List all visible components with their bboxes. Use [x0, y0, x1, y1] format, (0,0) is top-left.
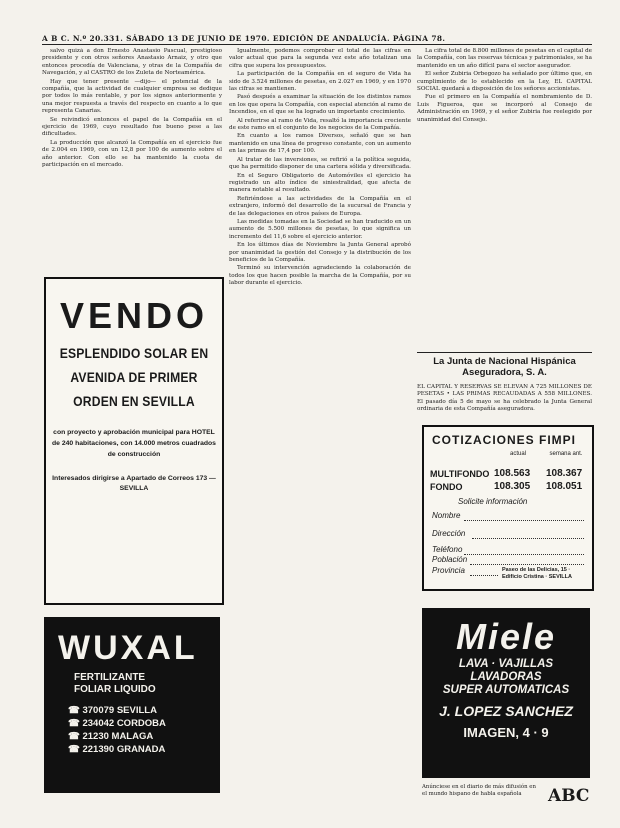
wuxal-subtitle-line: FOLIAR LIQUIDO	[74, 684, 156, 695]
cotizaciones-value: 108.367	[546, 468, 583, 479]
article-paragraph: En el Seguro Obligatorio de Automóviles el ejercicio ha registrado un alto índice de siniestralidad, que afecta de manera notable al resultado.	[229, 172, 411, 194]
form-label-direccion: Dirección	[432, 529, 466, 538]
cotizaciones-advertisement	[422, 425, 594, 591]
header-rule	[42, 44, 592, 45]
form-label-provincia: Provincia	[432, 566, 465, 575]
form-line	[464, 554, 584, 555]
wuxal-advertisement	[44, 617, 220, 793]
article-paragraph: En cuanto a los ramos Diversos, señaló que se han mantenido en una línea de progreso constante, con un aumento en las primas de 17,4 por 100.	[229, 133, 411, 155]
miele-line: LAVADORAS	[470, 671, 542, 683]
seguros-headline	[417, 356, 592, 378]
form-line	[470, 564, 584, 565]
cotizaciones-value: 108.305	[494, 481, 531, 492]
cotizaciones-row-name: MULTIFONDO	[430, 469, 490, 479]
article-paragraph: La cifra total de 8.800 millones de pesetas en el capital de la Compañía, con las reservas técnicas y patrimoniales, se ha mantenido en un año difícil para el sector asegurador.	[417, 48, 592, 69]
miele-line: SUPER AUTOMATICAS	[442, 684, 570, 696]
wuxal-subtitle-line: FERTILIZANTE	[74, 672, 146, 683]
wuxal-subtitle	[74, 672, 220, 696]
vendo-title: VENDO	[59, 295, 209, 336]
vendo-advertisement	[44, 277, 224, 605]
footer-note: Anúnciese en el diario de más difusión en el mundo hispano de habla española	[422, 784, 536, 797]
article-paragraph: salvo quizá a don Ernesto Anastasio Pascual, prestigioso presidente y con otros señores Anastasio Arnaiz, y otro que entonces procedía de Valenciana, y otras de la Compañía de Navegación, y al CASTRO de los Zuleta de Norteamérica.	[42, 48, 222, 77]
article-paragraph: El señor Zubiria Orbegozo ha señalado por último que, en cumplimiento de lo establecido en la Ley, EL CAPITAL SOCIAL quedará a disposición de los señores accionistas.	[417, 71, 592, 93]
vendo-line: ESPLENDIDO SOLAR EN	[59, 346, 209, 361]
cotizaciones-form-title: Solicite información	[458, 497, 528, 506]
miele-line: LAVA · VAJILLAS	[458, 658, 554, 670]
form-line	[472, 538, 584, 539]
article-paragraph: Al referirse al ramo de Vida, resaltó la importancia creciente de este ramo en el conjunto de los negocios de la Compañía.	[229, 117, 411, 132]
form-line	[470, 575, 498, 576]
seguros-headline-line: La Junta de Nacional Hispánica	[433, 356, 576, 367]
miele-address: IMAGEN, 4 · 9	[463, 725, 549, 740]
miele-firm: J. LOPEZ SANCHEZ	[439, 703, 573, 719]
article-paragraph: Las medidas tomadas en la Sociedad se han traducido en un aumento de 5.500 millones de pesetas, lo que significa un incremento del 11,6 sobre el ejercicio anterior.	[229, 218, 411, 240]
miele-advertisement	[422, 608, 590, 778]
vendo-line: ORDEN EN SEVILLA	[73, 394, 195, 409]
cotizaciones-value: 108.563	[494, 468, 531, 479]
article-paragraph: La producción que alcanzó la Compañía en el ejercicio fue de 2.004 en 1969, con un 12,8 por 100 de aumento sobre el año anterior. Con ello se ha mantenido la cuota de participación en el mercado.	[42, 139, 222, 169]
article-paragraph: En los últimos días de Noviembre la Junta General aprobó por unanimidad la gestión del Consejo y la distribución de los beneficios de la Compañía.	[229, 242, 411, 263]
form-label-nombre: Nombre	[432, 511, 461, 520]
form-line	[464, 520, 584, 521]
article-paragraph: Se reivindicó entonces el papel de la Compañía en el ejercicio de 1969, cuyo resultado fue bueno pese a las dificultades.	[42, 116, 222, 138]
article-column-middle	[229, 48, 411, 808]
wuxal-city: ☎ 221390 GRANADA	[68, 744, 166, 755]
form-label-telefono: Teléfono	[432, 545, 463, 554]
page-header: A B C. N.º 20.331. SÁBADO 13 DE JUNIO DE 1970. EDICIÓN DE ANDALUCÍA. PÁGINA 78.	[42, 34, 446, 43]
article-paragraph: Hay que tener presente —dijo— el potencial de la compañía, que la actividad de cualquier empresa se dedique por todos lo más rentable, y por los signos anteriormente y una mejor respuesta a través del respecto en cuanto a lo que representa Canarias.	[42, 78, 222, 115]
article-paragraph: La participación de la Compañía en el seguro de Vida ha sido de 3.524 millones de pesetas, en 2.027 en 1969, y en 1970 las cifras se mantienen.	[229, 71, 411, 93]
article-paragraph: Fue el primero en la Compañía el nombramiento de D. Luis Figueroa, que se incorporó al Consejo de Administración en 1969, y el señor Zubiria fue reelegido por unanimidad del Consejo.	[417, 94, 592, 123]
cotizaciones-title: COTIZACIONES FIMPI	[432, 433, 576, 447]
article-paragraph: Pasó después a examinar la situación de los distintos ramos en los que opera la Compañía, con especial atención al ramo de Incendios, en el que se ha logrado un importante crecimiento.	[229, 94, 411, 116]
seguros-body: EL CAPITAL Y RESERVAS SE ELEVAN A 725 MILLONES DE PESETAS • LAS PRIMAS RECAUDADAS A 558 MILLONES. El pasado día 5 de mayo se ha celebrado la Junta General ordinaria de esta Compañía aseguradora.	[417, 384, 592, 413]
cotizaciones-row-name: FONDO	[430, 482, 463, 492]
abc-logo: ABC	[548, 786, 590, 806]
form-label-poblacion: Población	[432, 555, 468, 564]
cotizaciones-col-header: actual	[510, 451, 527, 457]
article-paragraph: Al tratar de las inversiones, se refirió a la política seguida, que ha permitido disponer de una cartera sólida y diversificada.	[229, 156, 411, 171]
section-rule	[417, 352, 592, 353]
wuxal-title: WUXAL	[58, 629, 198, 667]
wuxal-city: ☎ 370079 SEVILLA	[68, 705, 157, 716]
article-paragraph: Terminó su intervención agradeciendo la colaboración de todos los que hacen posible la marcha de la Compañía, por su labor durante el ejercicio.	[229, 265, 411, 287]
article-paragraph: Igualmente, podemos comprobar el total de las cifras en valor actual que para la segunda vez este año totalizan una cifra que supera los presupuestos.	[229, 48, 411, 69]
wuxal-city-list	[68, 704, 220, 756]
cotizaciones-value: 108.051	[546, 481, 583, 492]
cotizaciones-col-header: semana ant.	[549, 451, 583, 457]
cotizaciones-address: Paseo de las Delicias, 15 · Edificio Cristina · SEVILLA	[502, 567, 572, 580]
wuxal-city: ☎ 234042 CORDOBA	[68, 718, 166, 729]
wuxal-city: ☎ 21230 MALAGA	[68, 731, 154, 742]
vendo-detail: con proyecto y aprobación municipal para HOTEL de 240 habitaciones, con 14.000 metros cuadrados de construcción	[52, 429, 216, 458]
seguros-headline-line: Aseguradora, S. A.	[462, 367, 547, 378]
miele-title: Miele	[455, 616, 557, 657]
article-column-left	[42, 48, 222, 270]
article-column-right	[417, 48, 592, 348]
vendo-contact: Interesados dirigirse a Apartado de Correos 173 — SEVILLA	[52, 475, 216, 492]
article-paragraph: Refiriéndose a las actividades de la Compañía en el extranjero, informó del desarrollo de la sucursal de Francia y de las delegaciones en otros países de Europa.	[229, 195, 411, 217]
vendo-line: AVENIDA DE PRIMER	[70, 370, 198, 385]
